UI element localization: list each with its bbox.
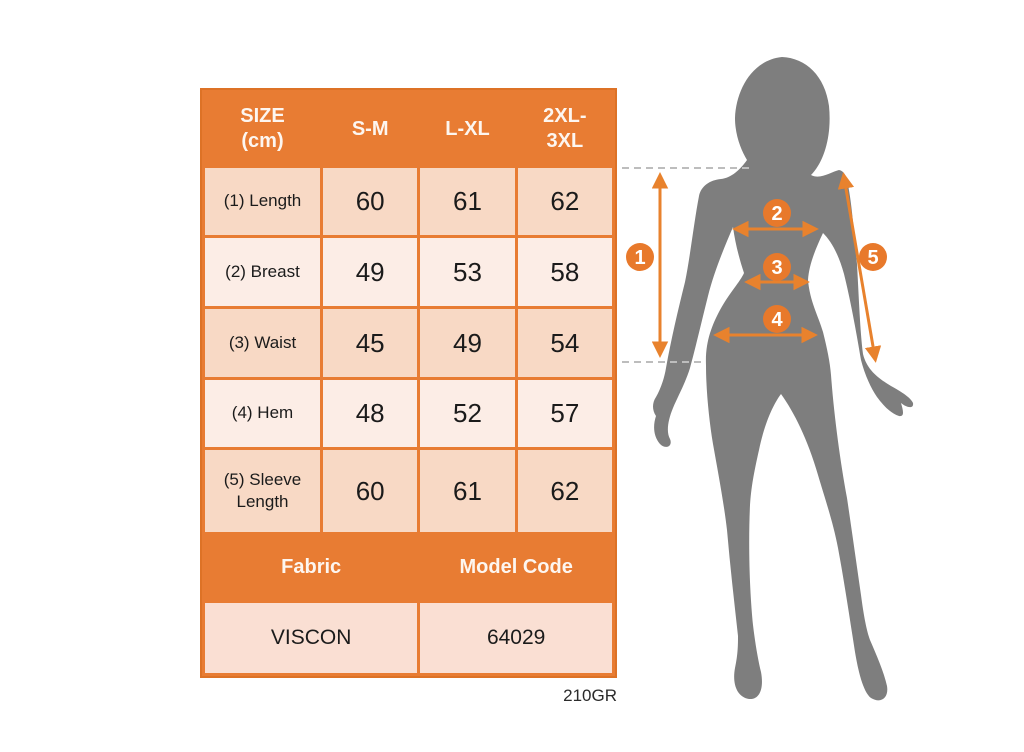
svg-text:2: 2 [771, 203, 783, 225]
svg-text:5: 5 [867, 247, 879, 269]
header-size-sm: S-M [351, 117, 389, 140]
row-sleeve-lxl: 61 [420, 450, 514, 532]
row-breast-lxl: 53 [420, 238, 514, 306]
body-silhouette-shape [653, 57, 913, 700]
row-hem-2xl3xl: 57 [518, 380, 612, 447]
marker-1-badge [626, 243, 654, 271]
row-waist-lxl: 49 [420, 309, 514, 377]
row-length-lxl: 61 [420, 168, 514, 235]
marker-3-badge [763, 253, 791, 281]
row-length-label: (1) Length [205, 168, 320, 235]
row-breast-sm: 49 [323, 238, 417, 306]
row-length-2xl3xl: 62 [518, 168, 612, 235]
row-waist-2xl3xl: 54 [518, 309, 612, 377]
svg-text:3: 3 [771, 257, 783, 279]
weight-note: 210GR [563, 686, 617, 705]
marker-5-badge [859, 243, 887, 271]
row-sleeve-label: (5) Sleeve Length [205, 450, 320, 532]
size-chart-table [200, 88, 617, 678]
marker-2-badge [763, 199, 791, 227]
header-size-lxl: L-XL [445, 117, 490, 140]
svg-text:1: 1 [634, 247, 646, 269]
row-waist-sm: 45 [323, 309, 417, 377]
header-size-2xl3xl: 2XL-3XL [543, 105, 587, 152]
marker-4-badge [763, 305, 791, 333]
row-breast-label: (2) Breast [205, 238, 320, 306]
row-hem-sm: 48 [323, 380, 417, 447]
fabric-value: VISCON [205, 603, 417, 673]
row-hem-label: (4) Hem [205, 380, 320, 447]
svg-text:4: 4 [771, 309, 783, 331]
row-hem-lxl: 52 [420, 380, 514, 447]
row-sleeve-sm: 60 [323, 450, 417, 532]
row-length-sm: 60 [323, 168, 417, 235]
header-model-code: Model Code [459, 556, 573, 578]
row-waist-label: (3) Waist [205, 309, 320, 377]
header-size-cm: SIZE (cm) [240, 105, 285, 152]
measurement-diagram [600, 20, 960, 732]
row-breast-2xl3xl: 58 [518, 238, 612, 306]
header-fabric: Fabric [281, 556, 342, 578]
row-sleeve-2xl3xl: 62 [518, 450, 612, 532]
model-code-value: 64029 [420, 603, 612, 673]
